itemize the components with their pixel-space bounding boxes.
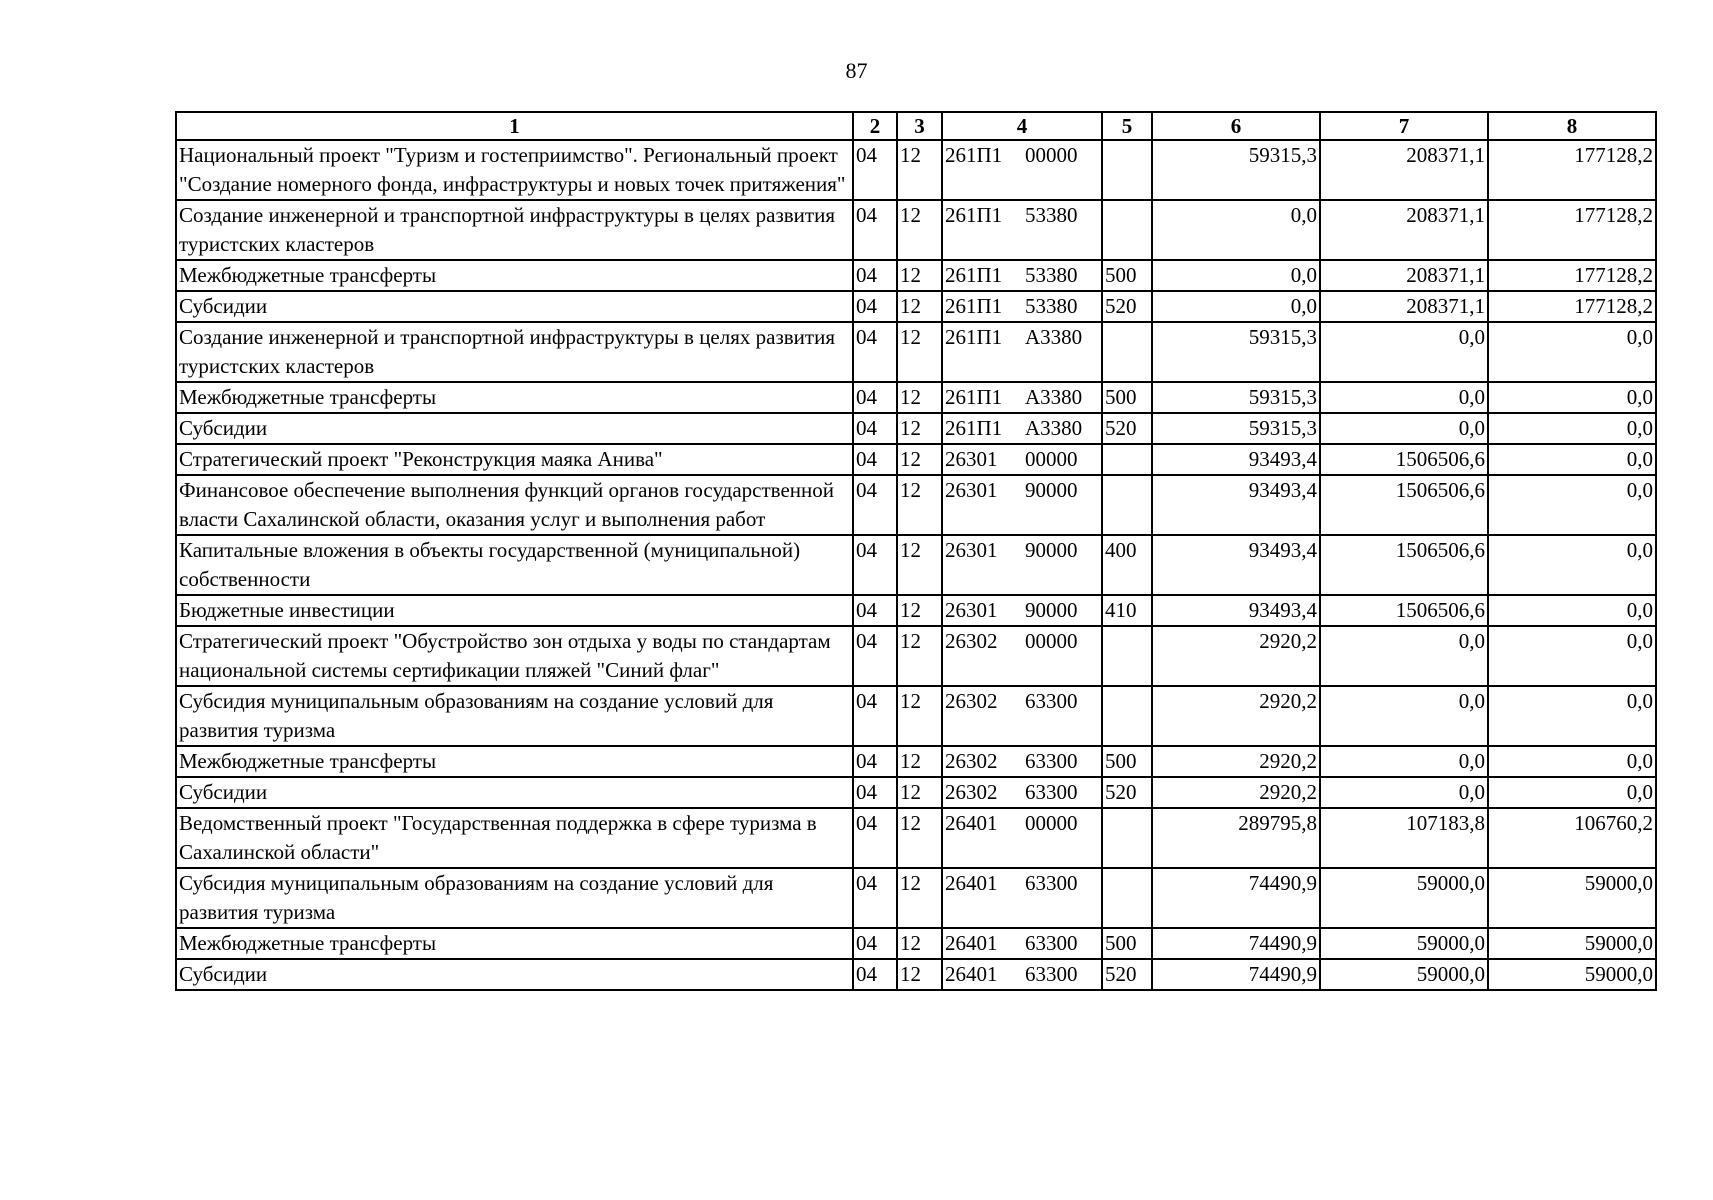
row-target-direction-code: 00000 [1025,143,1078,167]
row-target-direction-code: 63300 [1025,780,1078,804]
row-target-program-code: 261П1 [945,263,1003,287]
row-target-article [942,535,1102,595]
table-row [176,777,1656,808]
row-expense-type: 520 [1102,413,1152,444]
row-expense-type [1102,444,1152,475]
row-amount-col6: 59315,3 [1152,322,1320,382]
row-name: Субсидии [176,959,853,990]
table-row [176,959,1656,990]
row-target-program-code: 261П1 [945,416,1003,440]
row-target-direction-code: 63300 [1025,871,1078,895]
row-target-direction-code: 53380 [1025,294,1078,318]
row-expense-type [1102,140,1152,200]
row-expense-type: 500 [1102,928,1152,959]
row-target-program-code: 261П1 [945,294,1003,318]
row-amount-col7: 208371,1 [1320,140,1488,200]
row-section-code: 04 [853,200,897,260]
table-row [176,413,1656,444]
row-amount-col6: 74490,9 [1152,959,1320,990]
row-target-article [942,777,1102,808]
row-target-direction-code: А3380 [1025,325,1083,349]
row-amount-col7: 1506506,6 [1320,475,1488,535]
row-section-code: 04 [853,535,897,595]
row-subsection-code: 12 [897,686,942,746]
row-amount-col7: 1506506,6 [1320,535,1488,595]
table-row [176,808,1656,868]
table-row [176,260,1656,291]
row-section-code: 04 [853,928,897,959]
row-target-program-code: 26401 [945,931,998,955]
row-target-direction-code: 53380 [1025,203,1078,227]
row-amount-col6: 0,0 [1152,291,1320,322]
table-row [176,444,1656,475]
table-row [176,475,1656,535]
row-name: Стратегический проект "Обустройство зон отдыха у воды по стандартам национальной системы сертификации пляжей "Синий флаг" [176,626,853,686]
row-subsection-code: 12 [897,382,942,413]
header-col-6: 6 [1152,112,1320,140]
row-target-program-code: 26301 [945,478,998,502]
row-target-program-code: 26302 [945,749,998,773]
row-subsection-code: 12 [897,200,942,260]
row-section-code: 04 [853,291,897,322]
row-target-article [942,626,1102,686]
row-amount-col7: 1506506,6 [1320,595,1488,626]
row-target-program-code: 26301 [945,538,998,562]
row-target-article [942,413,1102,444]
row-section-code: 04 [853,808,897,868]
row-target-direction-code: 63300 [1025,931,1078,955]
row-amount-col8: 0,0 [1488,322,1656,382]
row-expense-type: 520 [1102,959,1152,990]
row-target-direction-code: А3380 [1025,385,1083,409]
row-subsection-code: 12 [897,746,942,777]
page-number: 87 [845,58,868,83]
row-name: Субсидии [176,413,853,444]
row-subsection-code: 12 [897,928,942,959]
row-amount-col6: 59315,3 [1152,413,1320,444]
row-expense-type [1102,322,1152,382]
row-target-program-code: 26301 [945,447,998,471]
row-amount-col7: 0,0 [1320,413,1488,444]
row-amount-col7: 59000,0 [1320,959,1488,990]
table-row [176,535,1656,595]
row-target-program-code: 261П1 [945,385,1003,409]
row-target-program-code: 26401 [945,871,998,895]
row-expense-type: 500 [1102,746,1152,777]
table-row [176,200,1656,260]
header-col-1: 1 [176,112,853,140]
row-name: Субсидии [176,291,853,322]
row-target-program-code: 26302 [945,629,998,653]
row-name: Капитальные вложения в объекты государственной (муниципальной) собственности [176,535,853,595]
row-amount-col8: 177128,2 [1488,291,1656,322]
row-expense-type: 500 [1102,382,1152,413]
table-row [176,322,1656,382]
row-expense-type: 500 [1102,260,1152,291]
row-subsection-code: 12 [897,322,942,382]
row-amount-col6: 74490,9 [1152,868,1320,928]
row-amount-col8: 59000,0 [1488,959,1656,990]
row-amount-col6: 59315,3 [1152,382,1320,413]
row-target-direction-code: 53380 [1025,263,1078,287]
row-target-article [942,595,1102,626]
row-target-direction-code: 63300 [1025,689,1078,713]
row-amount-col6: 74490,9 [1152,928,1320,959]
row-subsection-code: 12 [897,291,942,322]
table-row [176,686,1656,746]
row-amount-col6: 289795,8 [1152,808,1320,868]
row-amount-col8: 0,0 [1488,413,1656,444]
row-amount-col8: 0,0 [1488,595,1656,626]
table-row [176,140,1656,200]
row-name: Межбюджетные трансферты [176,260,853,291]
row-amount-col8: 0,0 [1488,535,1656,595]
row-target-program-code: 261П1 [945,203,1003,227]
row-section-code: 04 [853,260,897,291]
row-target-article [942,808,1102,868]
row-target-article [942,260,1102,291]
row-expense-type [1102,808,1152,868]
row-amount-col7: 107183,8 [1320,808,1488,868]
row-section-code: 04 [853,382,897,413]
row-amount-col7: 0,0 [1320,322,1488,382]
row-target-program-code: 26401 [945,962,998,986]
row-subsection-code: 12 [897,595,942,626]
row-expense-type [1102,626,1152,686]
header-col-4: 4 [942,112,1102,140]
table-row [176,746,1656,777]
row-expense-type [1102,200,1152,260]
row-amount-col8: 59000,0 [1488,928,1656,959]
row-target-direction-code: 00000 [1025,811,1078,835]
row-subsection-code: 12 [897,140,942,200]
row-target-article [942,928,1102,959]
table-row [176,291,1656,322]
row-name: Бюджетные инвестиции [176,595,853,626]
row-amount-col6: 2920,2 [1152,777,1320,808]
row-target-article [942,959,1102,990]
row-amount-col8: 0,0 [1488,686,1656,746]
header-col-5: 5 [1102,112,1152,140]
row-amount-col8: 0,0 [1488,444,1656,475]
row-amount-col7: 0,0 [1320,626,1488,686]
row-section-code: 04 [853,475,897,535]
header-row [176,112,1656,140]
row-subsection-code: 12 [897,777,942,808]
row-name: Создание инженерной и транспортной инфраструктуры в целях развития туристских кластеров [176,322,853,382]
row-section-code: 04 [853,413,897,444]
row-target-article [942,444,1102,475]
row-name: Субсидии [176,777,853,808]
row-subsection-code: 12 [897,535,942,595]
row-subsection-code: 12 [897,868,942,928]
row-target-article [942,291,1102,322]
header-col-8: 8 [1488,112,1656,140]
row-target-direction-code: 00000 [1025,629,1078,653]
row-target-direction-code: А3380 [1025,416,1083,440]
row-target-article [942,475,1102,535]
row-section-code: 04 [853,777,897,808]
row-target-program-code: 261П1 [945,325,1003,349]
row-section-code: 04 [853,140,897,200]
row-amount-col6: 93493,4 [1152,475,1320,535]
row-target-program-code: 26302 [945,689,998,713]
row-target-article [942,140,1102,200]
row-target-article [942,382,1102,413]
row-amount-col7: 0,0 [1320,777,1488,808]
row-amount-col8: 59000,0 [1488,868,1656,928]
row-expense-type [1102,475,1152,535]
row-target-direction-code: 90000 [1025,478,1078,502]
row-section-code: 04 [853,746,897,777]
row-expense-type: 410 [1102,595,1152,626]
row-amount-col6: 2920,2 [1152,686,1320,746]
row-section-code: 04 [853,595,897,626]
row-target-program-code: 26401 [945,811,998,835]
row-amount-col8: 0,0 [1488,475,1656,535]
row-amount-col8: 106760,2 [1488,808,1656,868]
row-target-article [942,868,1102,928]
row-target-direction-code: 90000 [1025,598,1078,622]
row-amount-col6: 93493,4 [1152,535,1320,595]
row-amount-col6: 0,0 [1152,200,1320,260]
row-target-direction-code: 90000 [1025,538,1078,562]
row-subsection-code: 12 [897,959,942,990]
row-amount-col8: 0,0 [1488,626,1656,686]
row-amount-col6: 93493,4 [1152,595,1320,626]
row-target-article [942,322,1102,382]
row-amount-col8: 0,0 [1488,777,1656,808]
row-amount-col8: 177128,2 [1488,260,1656,291]
row-subsection-code: 12 [897,260,942,291]
table-row [176,382,1656,413]
row-amount-col8: 177128,2 [1488,200,1656,260]
row-amount-col7: 59000,0 [1320,868,1488,928]
row-target-program-code: 261П1 [945,143,1003,167]
row-name: Межбюджетные трансферты [176,382,853,413]
row-name: Стратегический проект "Реконструкция маяка Анива" [176,444,853,475]
row-name: Национальный проект "Туризм и гостеприимство". Региональный проект "Создание номерного фонда, инфраструктуры и новых точек притяжения" [176,140,853,200]
table-row [176,626,1656,686]
row-section-code: 04 [853,444,897,475]
row-amount-col7: 59000,0 [1320,928,1488,959]
header-col-3: 3 [897,112,942,140]
row-target-direction-code: 63300 [1025,749,1078,773]
row-target-direction-code: 00000 [1025,447,1078,471]
row-target-direction-code: 63300 [1025,962,1078,986]
header-col-7: 7 [1320,112,1488,140]
row-subsection-code: 12 [897,808,942,868]
row-amount-col6: 2920,2 [1152,626,1320,686]
row-subsection-code: 12 [897,413,942,444]
row-section-code: 04 [853,626,897,686]
row-amount-col6: 2920,2 [1152,746,1320,777]
row-amount-col7: 208371,1 [1320,291,1488,322]
row-target-article [942,200,1102,260]
budget-table [175,111,1657,991]
row-amount-col7: 208371,1 [1320,200,1488,260]
row-section-code: 04 [853,322,897,382]
row-subsection-code: 12 [897,475,942,535]
row-target-program-code: 26302 [945,780,998,804]
row-name: Межбюджетные трансферты [176,928,853,959]
row-expense-type: 400 [1102,535,1152,595]
row-name: Создание инженерной и транспортной инфраструктуры в целях развития туристских кластеров [176,200,853,260]
row-name: Межбюджетные трансферты [176,746,853,777]
row-amount-col7: 0,0 [1320,686,1488,746]
row-amount-col7: 0,0 [1320,746,1488,777]
row-amount-col8: 177128,2 [1488,140,1656,200]
row-amount-col6: 59315,3 [1152,140,1320,200]
row-subsection-code: 12 [897,626,942,686]
row-amount-col7: 208371,1 [1320,260,1488,291]
row-amount-col7: 0,0 [1320,382,1488,413]
table-row [176,868,1656,928]
row-expense-type [1102,868,1152,928]
row-target-article [942,746,1102,777]
header-col-2: 2 [853,112,897,140]
row-name: Ведомственный проект "Государственная поддержка в сфере туризма в Сахалинской области" [176,808,853,868]
row-section-code: 04 [853,686,897,746]
row-section-code: 04 [853,959,897,990]
row-amount-col8: 0,0 [1488,746,1656,777]
table-row [176,928,1656,959]
row-section-code: 04 [853,868,897,928]
row-expense-type: 520 [1102,777,1152,808]
row-subsection-code: 12 [897,444,942,475]
row-name: Финансовое обеспечение выполнения функций органов государственной власти Сахалинской области, оказания услуг и выполнения работ [176,475,853,535]
row-amount-col6: 93493,4 [1152,444,1320,475]
row-name: Субсидия муниципальным образованиям на создание условий для развития туризма [176,686,853,746]
row-target-program-code: 26301 [945,598,998,622]
row-expense-type: 520 [1102,291,1152,322]
row-amount-col7: 1506506,6 [1320,444,1488,475]
row-amount-col8: 0,0 [1488,382,1656,413]
row-expense-type [1102,686,1152,746]
row-amount-col6: 0,0 [1152,260,1320,291]
row-name: Субсидия муниципальным образованиям на создание условий для развития туризма [176,868,853,928]
table-row [176,595,1656,626]
row-target-article [942,686,1102,746]
